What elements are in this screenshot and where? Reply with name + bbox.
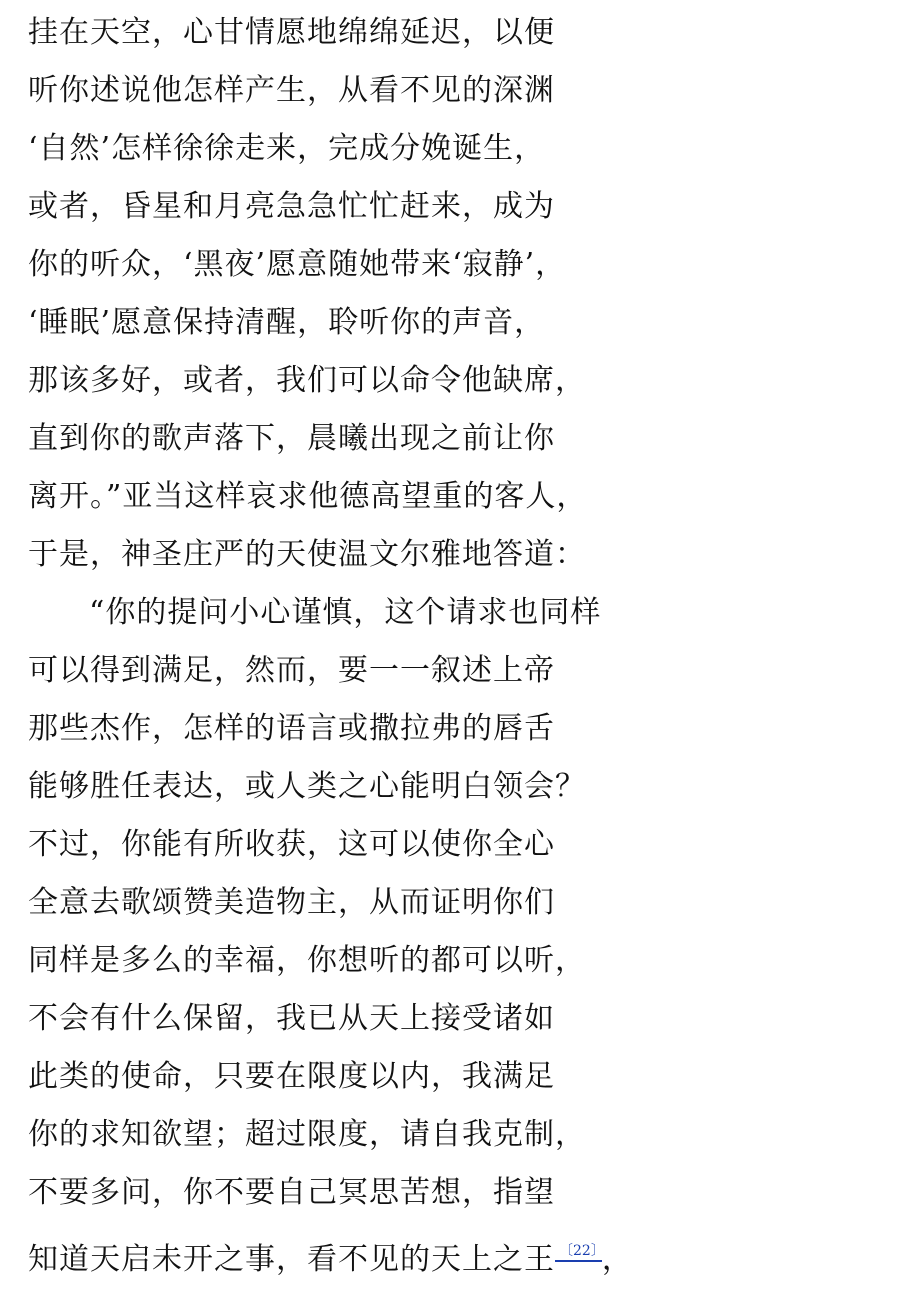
text-line: 听你述说他怎样产生，从看不见的深渊: [28, 73, 555, 108]
text-line: 于是，神圣庄严的天使温文尔雅地答道：: [28, 537, 586, 572]
text-line: 挂在天空，心甘情愿地绵绵延迟，以便: [28, 15, 555, 50]
text-line: 同样是多么的幸福，你想听的都可以听，: [28, 943, 586, 978]
text-line: 全意去歌颂赞美造物主，从而证明你们: [28, 885, 555, 920]
text-line: 可以得到满足，然而，要一一叙述上帝: [28, 653, 555, 688]
text-line: 你的求知欲望；超过限度，请自我克制，: [28, 1117, 586, 1152]
text-line: 那些杰作，怎样的语言或撒拉弗的唇舌: [28, 711, 555, 746]
text-line: 或者，昏星和月亮急急忙忙赶来，成为: [28, 189, 555, 224]
text-line: 能够胜任表达，或人类之心能明白领会？: [28, 769, 586, 804]
text-line: 此类的使命，只要在限度以内，我满足: [28, 1059, 555, 1094]
text-line: “你的提问小心谨慎，这个请求也同样: [89, 595, 602, 630]
text-line: 不要多问，你不要自己冥思苦想，指望: [28, 1175, 555, 1210]
text-line-punct: ，: [601, 1242, 633, 1277]
text-line: 不过，你能有所收获，这可以使你全心: [28, 827, 555, 862]
text-line: 那该多好，或者，我们可以命令他缺席，: [28, 363, 586, 398]
text-line: ‘睡眠’愿意保持清醒，聆听你的声音，: [28, 305, 546, 340]
footnote-link[interactable]: 〔22〕: [555, 1243, 602, 1262]
text-line: 直到你的歌声落下，晨曦出现之前让你: [28, 421, 555, 456]
text-line: 离开。”亚当这样哀求他德高望重的客人，: [28, 479, 588, 514]
text-line-body: 知道天启未开之事，看不见的天上之王: [28, 1242, 555, 1277]
text-line: ‘自然’怎样徐徐走来，完成分娩诞生，: [28, 131, 546, 166]
text-line: 你的听众，‘黑夜’愿意随她带来‘寂静’，: [28, 247, 567, 282]
text-line-last: [28, 1231, 633, 1277]
text-line: 不会有什么保留，我已从天上接受诸如: [28, 1001, 555, 1036]
